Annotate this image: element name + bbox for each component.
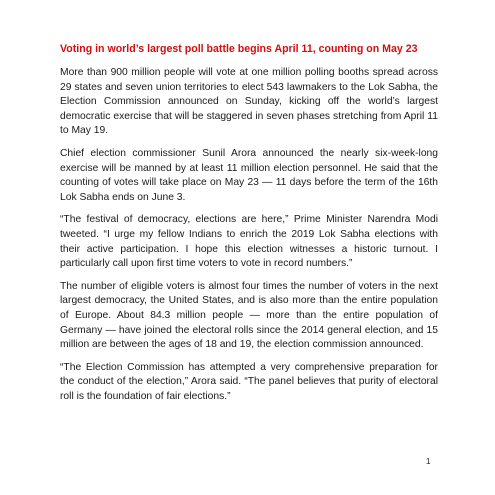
paragraph-2: Chief election commissioner Sunil Arora announced the nearly six-week-long exercise will be manned by at least 11 million election personnel. He said that the counting of votes will take place on May 23 — 11 days before the term of the 16th Lok Sabha ends on June 3. xyxy=(60,147,438,203)
paragraph-5: “The Election Commission has attempted a very comprehensive preparation for the conduct of the election,” Arora said. “The panel believes that purity of electoral roll is the foundation of fair elections.” xyxy=(60,361,438,402)
paragraph-3: “The festival of democracy, elections are here,” Prime Minister Narendra Modi tweeted. “I urge my fellow Indians to enrich the 2019 Lok Sabha elections with their active participation. I hope this election witnesses a historic turnout. I particularly call upon first time voters to vote in record numbers.” xyxy=(60,214,438,270)
paragraph-4: The number of eligible voters is almost four times the number of voters in the next largest democracy, the United States, and is also more than the entire population of Europe. About 84.3 million people — more than the entire population of Germany — have joined the electoral rolls since the 2014 general election, and 15 million are between the ages of 18 and 19, the election commission announced. xyxy=(60,280,438,351)
article-title: Voting in world’s largest poll battle begins April 11, counting on May 23 xyxy=(60,43,418,55)
paragraph-1: More than 900 million people will vote at one million polling booths spread across 29 states and seven union territories to elect 543 lawmakers to the Lok Sabha, the Election Commission announced on Sunday, kicking off the world’s largest democratic exercise that will be staggered in seven phases stretching from April 11 to May 19. xyxy=(60,67,438,137)
document-body xyxy=(60,42,438,412)
page-number: 1 xyxy=(426,457,431,466)
